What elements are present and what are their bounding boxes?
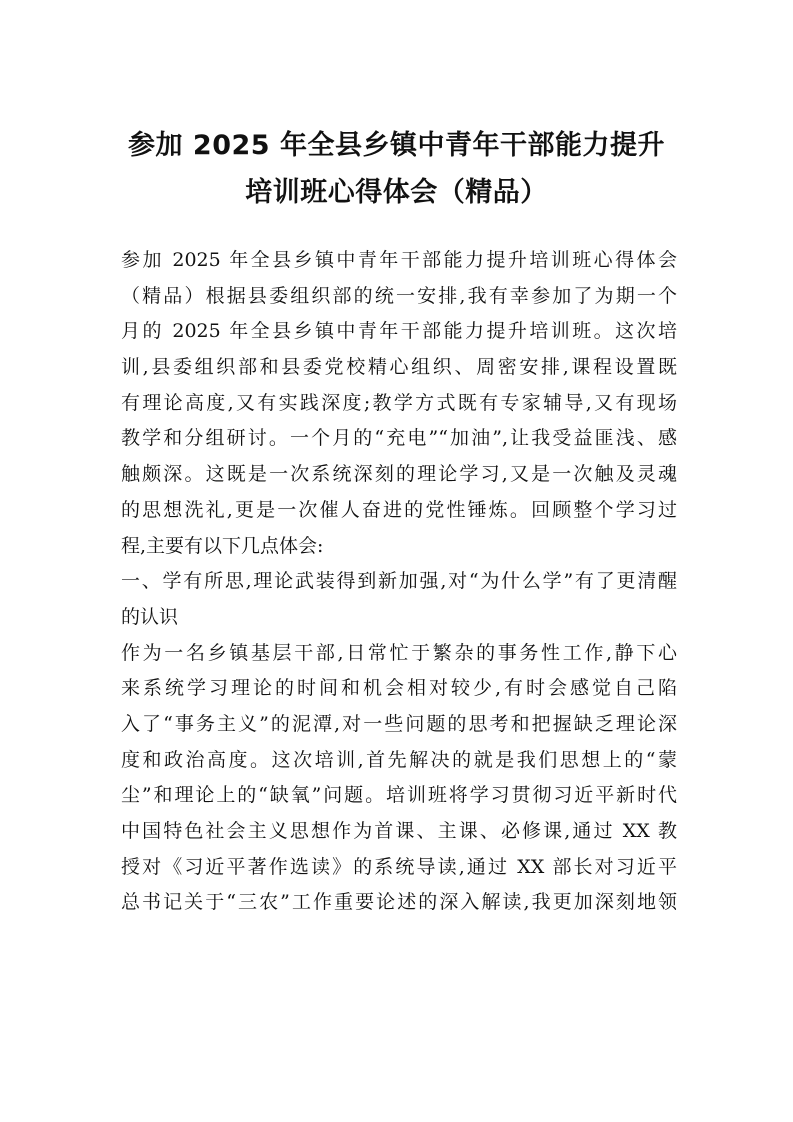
body-line: 参加 2025 年全县乡镇中青年干部能力提升培训班心得体会 [121,249,677,271]
document-body [121,243,677,921]
body-line: 度和政治高度。这次培训,首先解决的就是我们思想上的“蒙 [121,748,677,771]
body-line: 有理论高度,又有实践深度;教学方式既有专家辅导,又有现场 [121,391,677,414]
body-line: 来系统学习理论的时间和机会相对较少,有时会感觉自己陷 [121,677,677,700]
body-line: 授对《习近平著作选读》的系统导读,通过 XX 部长对习近平 [121,855,677,878]
section-heading-line: 一、学有所思,理论武装得到新加强,对“为什么学”有了更清醒 [121,570,677,593]
section-heading-line: 的认识 [121,605,179,628]
document-title-line-2: 培训班心得体会（精品） [245,177,548,208]
body-line: 教学和分组研讨。一个月的“充电”“加油”,让我受益匪浅、感 [121,427,677,450]
body-line: 尘”和理论上的“缺氧”问题。培训班将学习贯彻习近平新时代 [121,784,677,807]
body-line: 训,县委组织部和县委党校精心组织、周密安排,课程设置既 [121,356,677,379]
body-line: 总书记关于“三农”工作重要论述的深入解读,我更加深刻地领 [121,891,677,914]
body-line: 的思想洗礼,更是一次催人奋进的党性锤炼。回顾整个学习过 [121,498,677,521]
document-title-line-1: 参加 2025 年全县乡镇中青年干部能力提升 [128,130,665,161]
body-line: 中国特色社会主义思想作为首课、主课、必修课,通过 XX 教 [121,820,677,842]
body-line: 触颇深。这既是一次系统深刻的理论学习,又是一次触及灵魂 [121,463,677,486]
body-line: （精品）根据县委组织部的统一安排,我有幸参加了为期一个 [121,284,677,307]
body-line: 作为一名乡镇基层干部,日常忙于繁杂的事务性工作,静下心 [121,641,677,664]
body-line: 程,主要有以下几点体会: [121,534,324,557]
body-line: 入了“事务主义”的泥潭,对一些问题的思考和把握缺乏理论深 [121,712,677,735]
body-line: 月的 2025 年全县乡镇中青年干部能力提升培训班。这次培 [121,320,677,343]
